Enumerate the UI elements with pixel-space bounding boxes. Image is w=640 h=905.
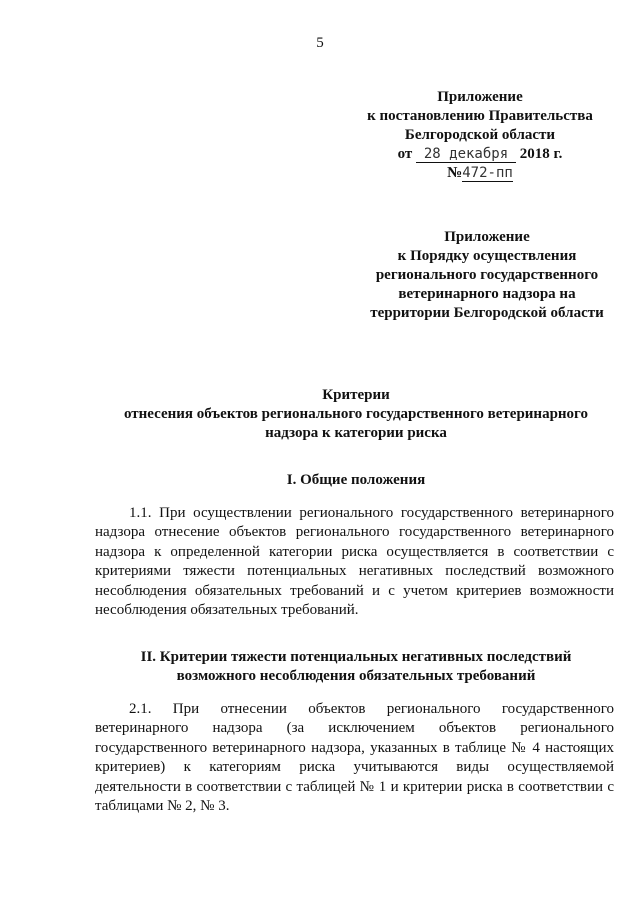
appendix-resolution-header [360, 88, 600, 183]
appendix2-label: Приложение [444, 229, 530, 245]
section1-paragraph: 1.1. При осуществлении регионального государственного ветеринарного надзора отнесение объектов регионального государственного ветеринарного надзора к определенной категории риска осуществляется в соответствии с критериями тяжести потенциальных негативных последствий возможного несоблюдения обязательных требований и с учетом критериев возможности несоблюдения обязательных требований. [95, 505, 614, 619]
title-line3: надзора к категории риска [265, 425, 447, 441]
appendix-procedure-header [360, 228, 614, 323]
appendix2-line2: к Порядку осуществления [397, 248, 577, 264]
number-handwritten: 472-пп [462, 165, 513, 181]
appendix-date-line [360, 145, 600, 164]
appendix2-line5: территории Белгородской области [370, 305, 604, 321]
appendix-reference: к постановлению Правительства [367, 108, 593, 124]
number-prefix: № [447, 165, 463, 181]
page-number: 5 [316, 35, 324, 51]
appendix2-line3: регионального государственного [375, 267, 599, 283]
section2-heading-line1: II. Критерии тяжести потенциальных негативных последствий [140, 649, 572, 665]
appendix-label: Приложение [437, 89, 523, 105]
document-title [96, 386, 616, 443]
section1-heading: I. Общие положения [286, 472, 426, 488]
section2-heading-line2: возможного несоблюдения обязательных требований [176, 668, 536, 684]
date-prefix: от [397, 146, 413, 162]
title-line1: Критерии [322, 387, 390, 403]
title-line2: отнесения объектов регионального государственного ветеринарного [123, 406, 588, 422]
date-handwritten: 28 декабря [416, 146, 516, 163]
date-suffix: 2018 г. [519, 146, 563, 162]
appendix2-line4: ветеринарного надзора на [398, 286, 576, 302]
section2-paragraph: 2.1. При отнесении объектов регионального государственного ветеринарного надзора (за исключением объектов регионального государственного ветеринарного надзора, указанных в таблице № 4 настоящих критериев) к категориям риска учитываются виды осуществляемой деятельности в соответствии с таблицей № 1 и критерии риска в соответствии с таблицами № 2, № 3. [95, 701, 614, 815]
appendix-region: Белгородской области [404, 127, 556, 143]
appendix-number-line [360, 164, 600, 183]
section2-heading [96, 648, 616, 686]
